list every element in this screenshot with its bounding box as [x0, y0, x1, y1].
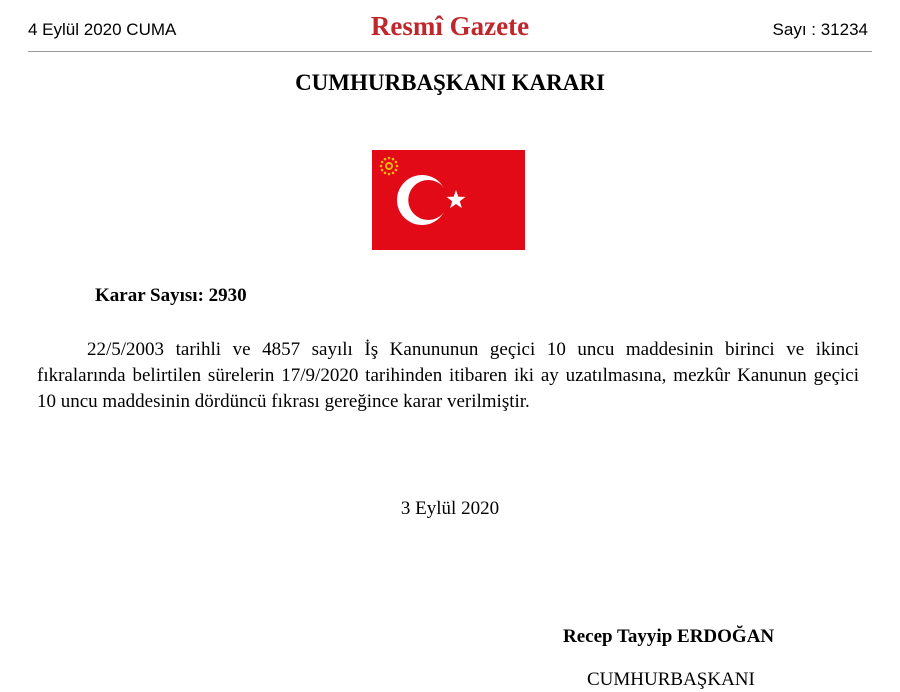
signer-title: CUMHURBAŞKANI [587, 669, 755, 690]
document-heading: CUMHURBAŞKANI KARARI [295, 70, 605, 95]
turkish-flag-icon [372, 150, 525, 250]
header-date: 4 Eylül 2020 CUMA [28, 20, 177, 39]
signer-name: Recep Tayyip ERDOĞAN [563, 626, 775, 647]
flag-background [372, 150, 525, 250]
header-divider [28, 51, 872, 52]
issue-number: Sayı : 31234 [772, 20, 868, 39]
decision-body-text: 22/5/2003 tarihli ve 4857 sayılı İş Kanununun geçici 10 uncu maddesinin birinci ve ikinci fıkralarında belirtilen sürelerin 17/9/2020 tarihinden itibaren iki ay uzatılmasına, mezkûr Kanunun geçici 10 uncu maddesinin dördüncü fıkrası gereğince karar verilmiştir. [37, 339, 859, 412]
crescent-inner [408, 180, 448, 220]
signature-date: 3 Eylül 2020 [400, 498, 500, 519]
decision-number: Karar Sayısı: 2930 [95, 285, 247, 306]
gazette-title: Resmî Gazete [370, 11, 530, 41]
